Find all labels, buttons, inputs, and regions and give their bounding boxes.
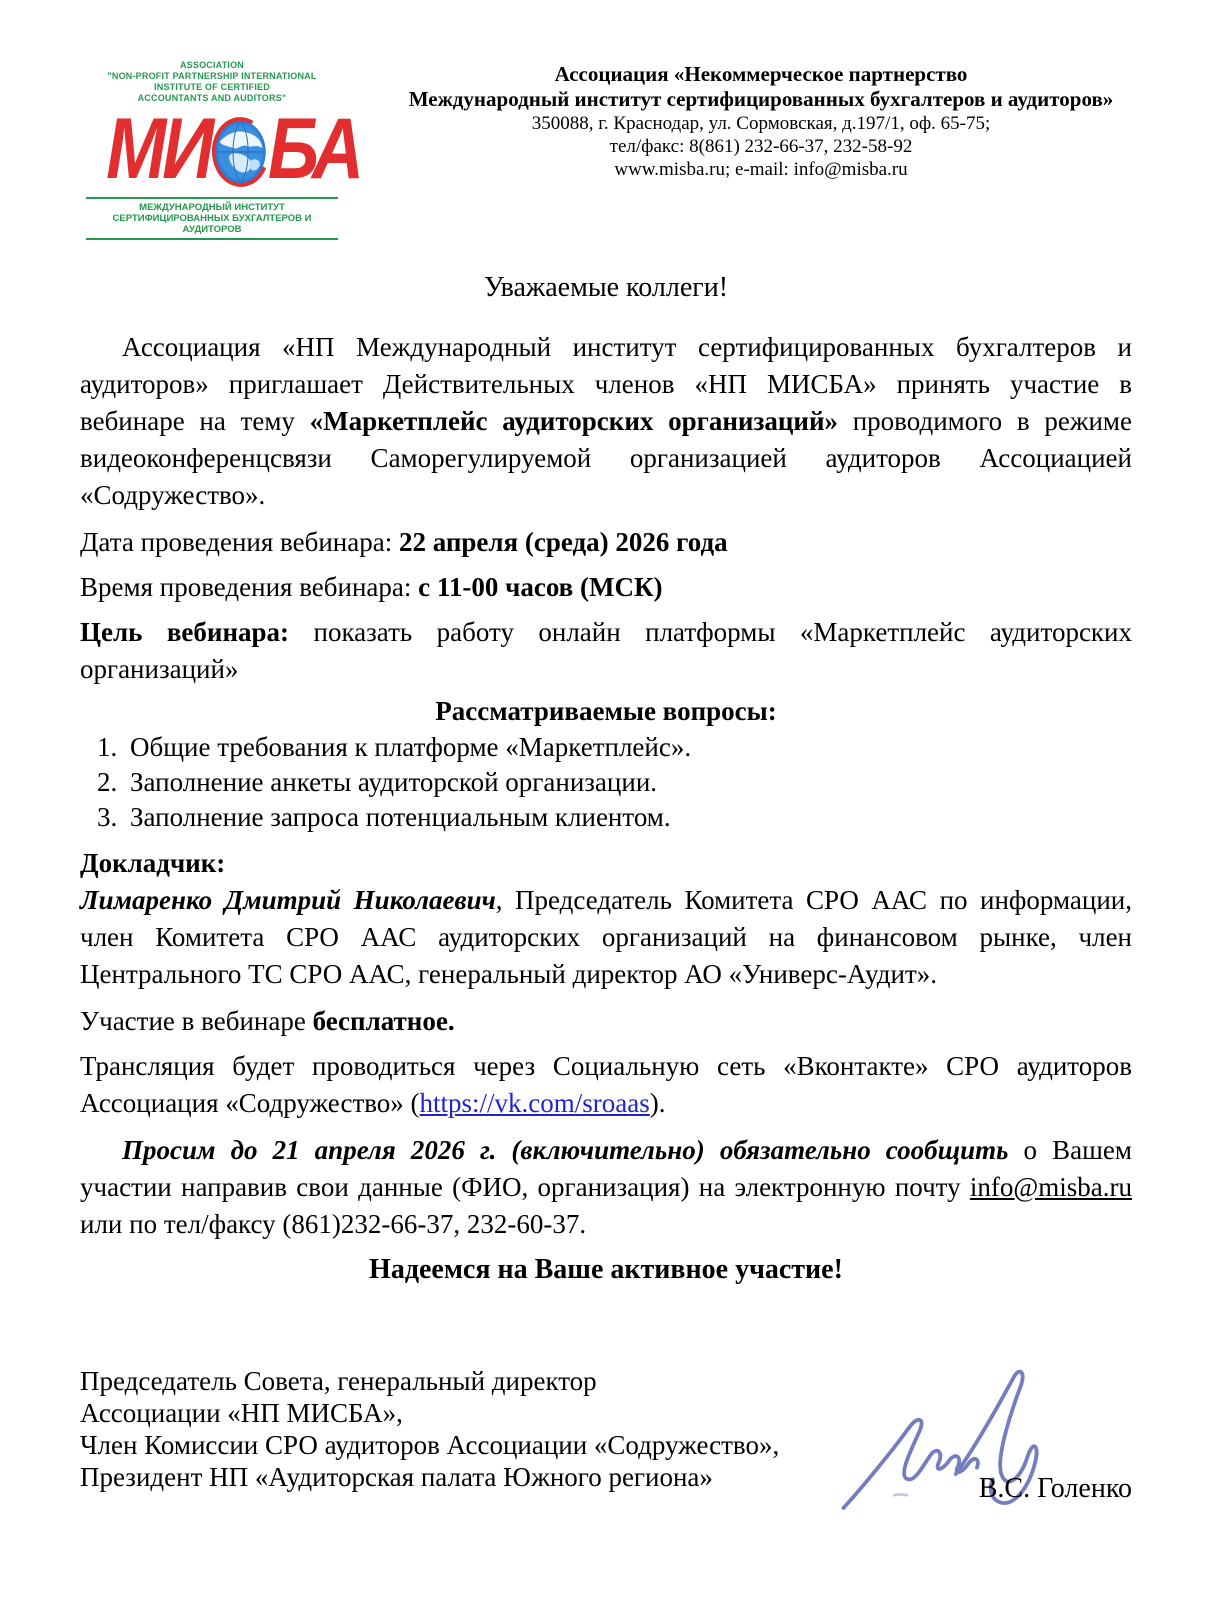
- salutation: Уважаемые коллеги!: [483, 272, 729, 303]
- org-name-line1: Ассоциация «Некоммерческое партнерство: [554, 62, 968, 86]
- logo-acronym: МИ БА: [106, 101, 361, 197]
- org-contact-block: [390, 60, 1132, 181]
- signature-block: [80, 1365, 1132, 1595]
- logo-russian-caption: МЕЖДУНАРОДНЫЙ ИНСТИТУТ СЕРТИФИЦИРОВАННЫХ БУХГАЛТЕРОВ И АУДИТОРОВ: [86, 197, 338, 240]
- speaker-label: Докладчик:: [80, 848, 226, 878]
- email-link[interactable]: info@misba.ru: [969, 1172, 1132, 1202]
- question-item: 1. Общие требования к платформе «Маркетплейс».: [124, 730, 1132, 765]
- signer-titles: Председатель Совета, генеральный директор Ассоциации «НП МИСБА», Член Комиссии СРО аудиторов Ассоциации «Содружество», Президент НП «Аудиторская палата Южного региона»: [80, 1366, 780, 1492]
- vk-link[interactable]: https://vk.com/sroaas: [419, 1088, 650, 1118]
- speaker-block: [80, 845, 1132, 993]
- letterhead: [80, 60, 1132, 240]
- webinar-goal-line: Цель вебинара: показать работу онлайн платформы «Маркетплейс аудиторских организаций»: [80, 617, 1132, 684]
- org-phone: тел/факс: 8(861) 232-66-37, 232-58-92: [609, 136, 913, 157]
- request-deadline: Просим до 21 апреля 2026 г. (включительно) обязательно сообщить: [122, 1135, 1009, 1165]
- free-participation-line: Участие в вебинаре бесплатное.: [80, 1006, 455, 1036]
- webinar-time: с 11-00 часов (МСК): [418, 572, 663, 602]
- globe-icon: [214, 120, 266, 184]
- webinar-topic: «Маркетплейс аудиторских организаций»: [309, 406, 839, 436]
- speaker-paragraph: Лимаренко Дмитрий Николаевич, Председатель Комитета СРО ААС по информации, член Комитета СРО ААС аудиторских организаций на финансовом рынке, член Центрального ТС СРО ААС, генеральный директор АО «Универс-Аудит».: [80, 885, 1132, 989]
- webinar-date: 22 апреля (среда) 2026 года: [398, 527, 728, 557]
- webinar-time-line: Время проведения вебинара: с 11-00 часов (МСК): [80, 572, 663, 602]
- closing-line: Надеемся на Ваше активное участие!: [369, 1254, 843, 1285]
- misba-logo: [86, 60, 361, 240]
- signer-name: В.С. Голенко: [978, 1473, 1132, 1504]
- org-address: 350088, г. Краснодар, ул. Сормовская, д.197/1, оф. 65-75;: [531, 113, 991, 134]
- question-item: 2. Заполнение анкеты аудиторской организации.: [124, 765, 1132, 800]
- question-item: 3. Заполнение запроса потенциальным клиентом.: [124, 800, 1132, 835]
- intro-paragraph: Ассоциация «НП Международный институт сертифицированных бухгалтеров и аудиторов» приглашает Действительных членов «НП МИСБА» принять участие в вебинаре на тему «Маркетплейс аудиторских организаций» проводимого в режиме видеоконференцсвязи Саморегулируемой организацией аудиторов Ассоциацией «Содружество».: [80, 332, 1132, 510]
- request-paragraph: Просим до 21 апреля 2026 г. (включительно) обязательно сообщить о Вашем участии направив свои данные (ФИО, организация) на электронную почту info@misba.ru или по тел/факсу (861)232-66-37, 232-60-37.: [80, 1135, 1132, 1239]
- questions-list: [80, 730, 1132, 835]
- org-name-line2: Международный институт сертифицированных бухгалтеров и аудиторов»: [408, 87, 1114, 111]
- speaker-name: Лимаренко Дмитрий Николаевич: [80, 885, 496, 915]
- webinar-date-line: Дата проведения вебинара: 22 апреля (среда) 2026 года: [80, 527, 728, 557]
- logo-english-caption: ASSOCIATION "NON-PROFIT PARTNERSHIP INTERNATIONAL INSTITUTE OF CERTIFIED ACCOUNTANTS AND AUDITORS": [107, 60, 317, 103]
- questions-title: Рассматриваемые вопросы:: [435, 696, 777, 726]
- org-web-email: www.misba.ru; e-mail: info@misba.ru: [614, 159, 908, 180]
- broadcast-paragraph: Трансляция будет проводиться через Социальную сеть «Вконтакте» СРО аудиторов Ассоциация «Содружество» (https://vk.com/sroaas).: [80, 1051, 1132, 1118]
